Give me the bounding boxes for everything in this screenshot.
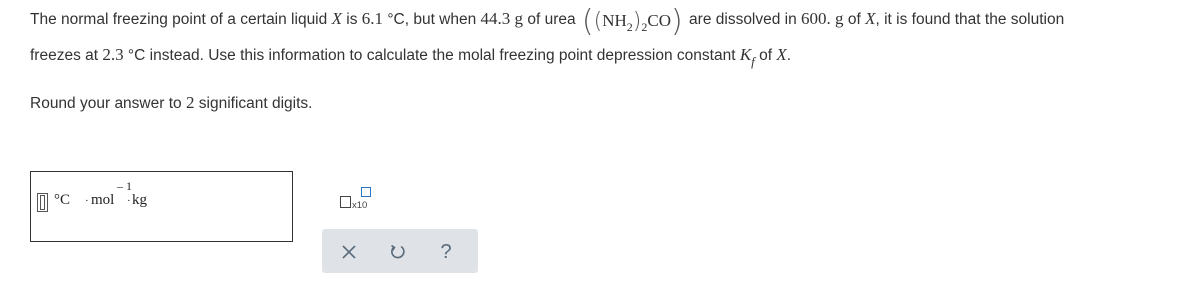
unit-kg: kg — [132, 192, 147, 208]
unit-mol: mol — [91, 192, 115, 208]
answer-input[interactable] — [37, 193, 48, 212]
help-button[interactable] — [433, 239, 459, 265]
variable-x: X — [776, 45, 787, 64]
question-text: The normal freezing point of a certain liquid — [30, 11, 332, 28]
scientific-notation-button[interactable] — [340, 187, 380, 215]
unit-exponent: – 1 — [117, 179, 132, 193]
significant-digits-value: 2 — [185, 93, 195, 112]
unit-g: g — [510, 9, 524, 28]
solvent-mass-value: 600. — [801, 9, 831, 28]
base-box-icon — [340, 196, 351, 208]
urea-formula: $((NH_2)_2CO)$ — [581, 4, 683, 39]
unit-g: g — [830, 9, 844, 28]
question-text: °C instead. Use this information to calculate the molal freezing point depression constant — [123, 47, 740, 64]
variable-x: X — [331, 9, 342, 28]
undo-icon — [389, 243, 407, 261]
question-line-2 — [30, 45, 791, 70]
exponent-box-icon — [361, 187, 371, 197]
undo-button[interactable] — [385, 239, 411, 265]
question-text: is — [341, 11, 362, 28]
question-line-1 — [30, 4, 1065, 39]
unit-degree-celsius: °C — [54, 192, 71, 208]
question-text: °C, but when — [383, 11, 481, 28]
freezing-point-value: 6.1 — [361, 9, 384, 28]
question-text: of — [754, 47, 777, 64]
unit-dot: · — [85, 195, 89, 207]
question-text: are dissolved in — [684, 11, 802, 28]
action-toolbar — [322, 229, 478, 273]
variable-x: X — [865, 9, 876, 28]
x10-label: x10 — [352, 200, 368, 211]
new-freezing-point-value: 2.3 — [102, 45, 124, 64]
question-text: , it is found that the solution — [875, 11, 1065, 28]
solute-mass-value: 44.3 — [480, 9, 511, 28]
question-text: freezes at — [30, 47, 103, 64]
answer-box — [30, 171, 293, 242]
help-icon: ? — [440, 240, 452, 263]
question-text: of — [843, 11, 866, 28]
clear-button[interactable] — [336, 239, 362, 265]
x-icon — [341, 244, 357, 260]
question-text: of urea — [523, 11, 580, 28]
question-text: . — [786, 47, 792, 64]
kf-symbol: $K_f$ — [739, 45, 755, 69]
rounding-instruction: Round your answer to 2 significant digits. — [30, 93, 313, 112]
unit-dot: · — [127, 195, 131, 207]
